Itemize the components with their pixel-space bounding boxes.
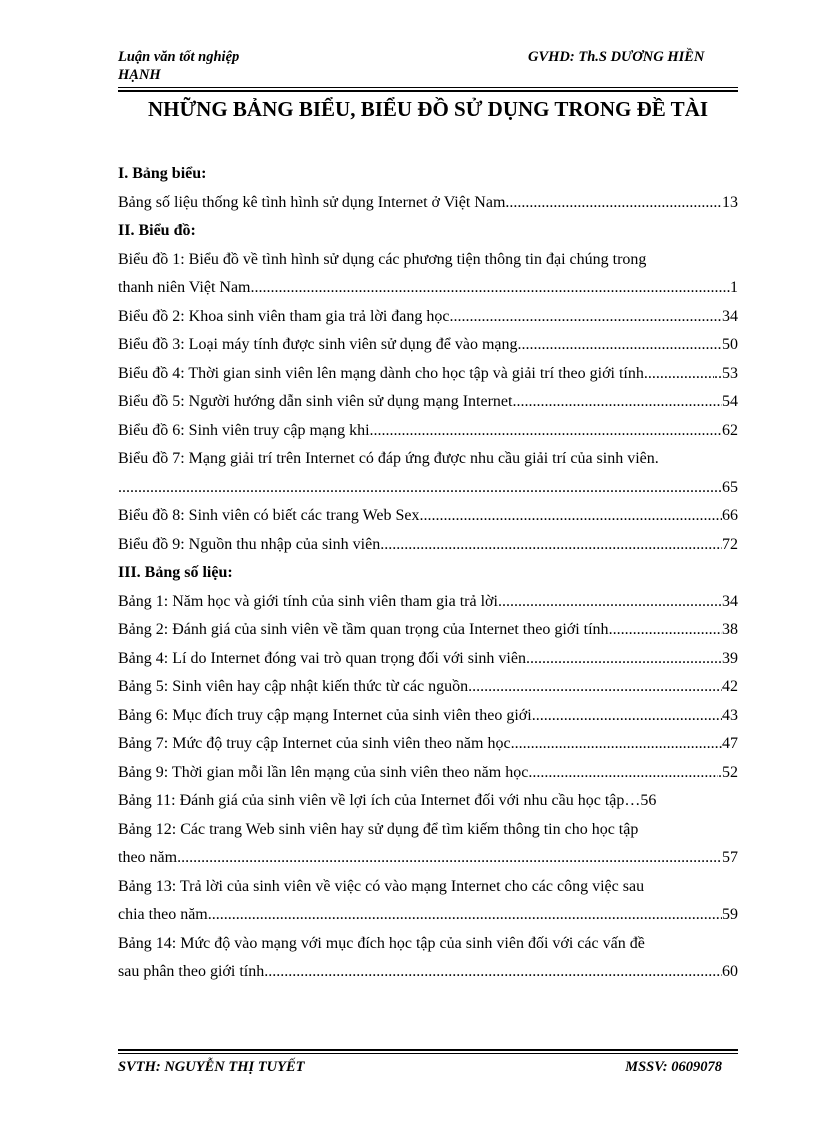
toc-entry-text: Bảng 6: Mục đích truy cập mạng Internet của sinh viên theo giới <box>118 706 532 724</box>
header-thesis-label: Luận văn tốt nghiệp <box>118 49 240 65</box>
toc-entry <box>118 645 738 674</box>
toc-entry-text: Biểu đồ 3: Loại máy tính được sinh viên sử dụng để vào mạng <box>118 336 518 353</box>
toc-entry-page: 47 <box>722 735 738 752</box>
toc-entry-text: Bảng 11: Đánh giá của sinh viên về lợi ích của Internet đối với nhu cầu học tập <box>118 792 625 809</box>
toc-entry-text: Biểu đồ 2: Khoa sinh viên tham gia trả lời đang học <box>118 307 450 325</box>
toc-entry <box>118 702 738 731</box>
toc-entry-text: theo năm <box>118 849 178 866</box>
toc-entry-page: 43 <box>722 706 738 724</box>
toc-entry-text: Biểu đồ 7: Mạng giải trí trên Internet có đáp ứng được nhu cầu giải trí của sinh viên. <box>118 450 659 467</box>
toc-entry-page: 34 <box>722 307 738 325</box>
toc-entry <box>118 360 738 389</box>
toc-entry-page: 42 <box>722 678 738 695</box>
toc-entry <box>118 901 738 930</box>
toc-entry-page: …56 <box>624 792 657 809</box>
toc-entry <box>118 531 738 560</box>
toc-entry-text: Bảng 1: Năm học và giới tính của sinh viên tham gia trả lời <box>118 592 498 610</box>
page-header <box>118 48 738 84</box>
toc-entry <box>118 730 738 759</box>
toc-entry <box>118 787 738 816</box>
toc-entry-page: 39 <box>722 649 738 667</box>
section-heading-data-tables: III. Bảng số liệu: <box>118 564 233 581</box>
toc-entry-page: 13 <box>722 193 738 211</box>
toc-entry-page: 38 <box>722 621 738 638</box>
toc-entry-page: 34 <box>722 592 738 610</box>
toc-entry <box>118 303 738 332</box>
toc-entry-text: chia theo năm. <box>118 906 212 923</box>
page-title: NHỮNG BẢNG BIỂU, BIỂU ĐỒ SỬ DỤNG TRONG ĐỀ TÀI <box>147 97 709 121</box>
toc-entry <box>118 673 738 702</box>
toc-entry <box>118 502 738 531</box>
toc-entry <box>118 417 738 446</box>
table-of-figures <box>118 160 738 987</box>
header-advisor: GVHD: Th.S DƯƠNG HIỀN <box>528 49 705 65</box>
toc-entry-text: Biểu đồ 9: Nguồn thu nhập của sinh viên <box>118 535 381 553</box>
toc-entry-text: Biểu đồ 4: Thời gian sinh viên lên mạng dành cho học tập và giải trí theo giới tính <box>118 364 644 382</box>
toc-entry-text: Bảng 13: Trả lời của sinh viên về việc có vào mạng Internet cho các công việc sau <box>118 877 645 895</box>
page-footer <box>118 1058 738 1078</box>
toc-entry-page: 62 <box>722 421 738 439</box>
toc-entry <box>118 474 738 503</box>
header-advisor-continued: HẠNH <box>118 67 161 83</box>
toc-entry-text: Bảng số liệu thống kê tình hình sử dụng Internet ở Việt Nam <box>118 193 506 211</box>
toc-entry-page: 50 <box>722 336 738 353</box>
toc-entry-text: Bảng 14: Mức độ vào mạng với mục đích học tập của sinh viên đối với các vấn đề <box>118 934 645 952</box>
toc-entry-page: 66 <box>722 507 738 524</box>
toc-entry-page: ..53 <box>714 364 738 382</box>
toc-entry-text: Bảng 5: Sinh viên hay cập nhật kiến thức từ các nguồn <box>118 678 469 695</box>
toc-entry-page: 60 <box>722 963 738 980</box>
section-heading-charts: II. Biểu đồ: <box>118 222 196 239</box>
toc-entry <box>118 759 738 788</box>
toc-entry-text: thanh niên Việt Nam <box>118 279 251 296</box>
toc-entry-text: Bảng 9: Thời gian mỗi lần lên mạng của sinh viên theo năm học <box>118 763 529 781</box>
toc-entry <box>118 958 738 987</box>
toc-entry-page: 54 <box>722 393 738 410</box>
toc-entry-page: 57 <box>722 849 738 866</box>
toc-entry <box>118 388 738 417</box>
toc-entry-page: 65 <box>722 478 738 496</box>
toc-entry <box>118 274 738 303</box>
toc-entry-text: Biểu đồ 5: Người hướng dẫn sinh viên sử dụng mạng Internet <box>118 393 513 410</box>
toc-entry <box>118 844 738 873</box>
toc-entry-page: .52 <box>718 763 738 781</box>
toc-entry-text: Biểu đồ 6: Sinh viên truy cập mạng khi <box>118 421 370 439</box>
footer-student-name: SVTH: NGUYỄN THỊ TUYẾT <box>118 1059 305 1075</box>
toc-entry-page: 72 <box>722 535 738 553</box>
footer-divider <box>118 1049 738 1054</box>
toc-entry <box>118 331 738 360</box>
toc-entry-text: Bảng 2: Đánh giá của sinh viên về tầm quan trọng của Internet theo giới tính <box>118 621 609 638</box>
toc-entry-text: Bảng 12: Các trang Web sinh viên hay sử dụng để tìm kiếm thông tin cho học tập <box>118 820 639 838</box>
toc-entry <box>118 189 738 218</box>
toc-entry-page: 59 <box>722 906 738 923</box>
footer-student-id: MSSV: 0609078 <box>625 1059 722 1075</box>
header-divider <box>118 87 738 92</box>
toc-entry-text: Biểu đồ 1: Biểu đồ về tình hình sử dụng các phương tiện thông tin đại chúng trong <box>118 250 647 268</box>
toc-entry-text: Biểu đồ 8: Sinh viên có biết các trang Web Sex <box>118 507 420 524</box>
toc-entry-text: sau phân theo giới tính <box>118 963 265 980</box>
section-heading-tables: I. Bảng biểu: <box>118 165 207 182</box>
toc-entry <box>118 616 738 645</box>
toc-entry-text: Bảng 4: Lí do Internet đóng vai trò quan trọng đối với sinh viên <box>118 649 526 667</box>
toc-entry-page: 1 <box>730 279 738 296</box>
toc-entry-text: Bảng 7: Mức độ truy cập Internet của sinh viên theo năm học <box>118 735 511 752</box>
toc-entry <box>118 588 738 617</box>
